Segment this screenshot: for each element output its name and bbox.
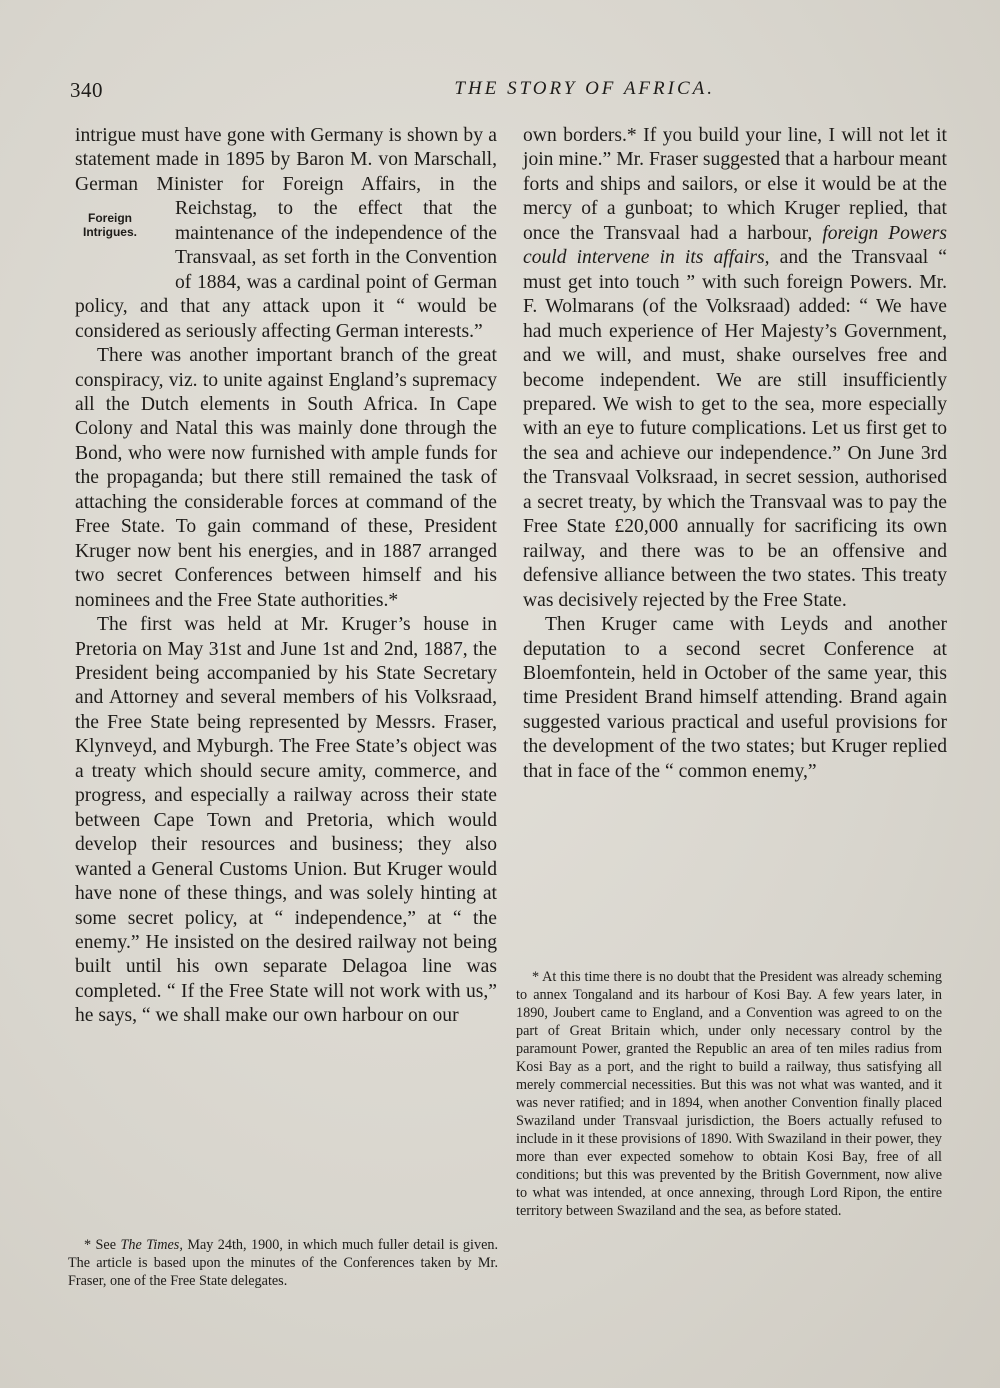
paragraph: [75, 124, 497, 344]
paragraph-text: that the maintenance of the independence of the Transvaal, as set forth in the Convention of 1884, was a cardinal point of German policy, and that any attack upon it “ would be considered as seriously affecting German interests.”: [75, 198, 497, 342]
paragraph: Then Kruger came with Leyds and another deputation to a second secret Conference at Bloemfontein, held in October of the same year, this time President Brand himself attending. Brand again suggested various practical and useful provisions for the development of the two states; but Kruger replied that in face of the “ common enemy,”: [523, 614, 947, 782]
margin-note-line: Foreign: [88, 211, 132, 226]
margin-note: [71, 211, 149, 239]
footnote-body: May 24th, 1900, in which much fuller detail is given. The article is based upon the minutes of the Conferences taken by Mr. Fraser, one of the Free State delegates.: [68, 1237, 499, 1289]
margin-note-box: [71, 199, 171, 272]
page-header: [70, 78, 950, 108]
paragraph: There was another important branch of the great conspiracy, viz. to unite against England’s supremacy all the Dutch elements in South Africa. In Cape Colony and Natal this was mainly done through the Bond, who were now furnished with ample funds for the propaganda; but there still remained the task of attaching the considerable forces at command of the Free State. To gain command of these, President Kruger now bent his energies, and in 1887 arranged two secret Conferences between himself and his nominees and the Free State authorities.*: [75, 345, 497, 611]
paragraph-text: intrigue must have gone with Germany is shown by a statement made in 1895 by Baron M. von Marschall, German Minister for Foreign Affairs, in the Reichstag, to the effect: [75, 125, 497, 220]
page-number: 340: [70, 78, 103, 102]
footnote-marker-text: * See: [84, 1237, 117, 1253]
paragraph: The first was held at Mr. Kruger’s house in Pretoria on May 31st and June 1st and 2nd, 1887, the President being accompanied by his State Secretary and Attorney and several members of his Volksraad, the Free State being represented by Messrs. Fraser, Klynveyd, and Myburgh. The Free State’s object was a treaty which should secure amity, commerce, and progress, and especially a railway across their state between Cape Town and Pretoria, which would develop their resources and business; they also wanted a General Customs Union. But Kruger would have none of these things, and was solely hinting at some secret policy, at “ independence,” at “ the enemy.” He insisted on the desired railway not being built until his own separate Delagoa line was completed. “ If the Free State will not work with us,” he says, “ we shall make our own harbour on our: [75, 614, 497, 1027]
italic-phrase: foreign Powers could intervene in its affairs,: [523, 222, 947, 269]
paragraph: [523, 124, 947, 613]
left-column: [75, 124, 497, 1029]
footnote-text: [68, 1236, 498, 1290]
running-title: THE STORY OF AFRICA.: [454, 78, 715, 99]
margin-note-line: Intrigues.: [82, 225, 137, 240]
footnote-text: * At this time there is no doubt that the President was already scheming to annex Tongaland and its harbour of Kosi Bay. A few years later, in 1890, Joubert came to England, and a Convention was agreed to on the part of Great Britain which, under only necessary control by the paramount Power, granted the Republic an area of ten miles radius from Kosi Bay as a port, and the right to build a railway, thus satisfying all merely commercial necessities. But this was not what was wanted, and it was never ratified; and in 1894, when another Convention finally placed Swaziland under Transvaal jurisdiction, the Boers actually refused to include in it these provisions of 1890. With Swaziland in their power, they more than ever expected somehow to obtain Kosi Bay, free of all conditions; but this was prevented by the British Government, now alive to what was intended, at once annexing, through Lord Ripon, the entire territory between Swaziland and the sea, as before stated.: [516, 969, 942, 1219]
footnote-left: [68, 1236, 498, 1290]
footnote-right: [516, 968, 942, 1220]
paragraph-text: and the Transvaal “ must get into touch ” with such foreign Powers. Mr. F. Wolmarans (of the Volksraad) added: “ We have had much experience of Her Majesty’s Government, and we will, and must, shake ourselves free and become independent. We are still insufficiently prepared. We wish to get to the sea, more especially with an eye to future complications. Let us first get to the sea and achieve our independence.” On June 3rd the Transvaal Volksraad, in secret session, authorised a secret treaty, by which the Transvaal was to pay the Free State £20,000 annually for sacrificing its own railway, and there was to be an offensive and defensive alliance between the two states. This treaty was decisively rejected by the Free State.: [523, 247, 947, 611]
right-column: [523, 124, 947, 784]
italic-title: The Times,: [120, 1237, 183, 1253]
paragraph-text: own borders.* If you build your line, I will not let it join mine.” Mr. Fraser suggested that a harbour meant forts and ships and sailors, or else it would be at the mercy of a gunboat; to which Kruger replied, that once the Transvaal had a harbour,: [523, 125, 947, 244]
